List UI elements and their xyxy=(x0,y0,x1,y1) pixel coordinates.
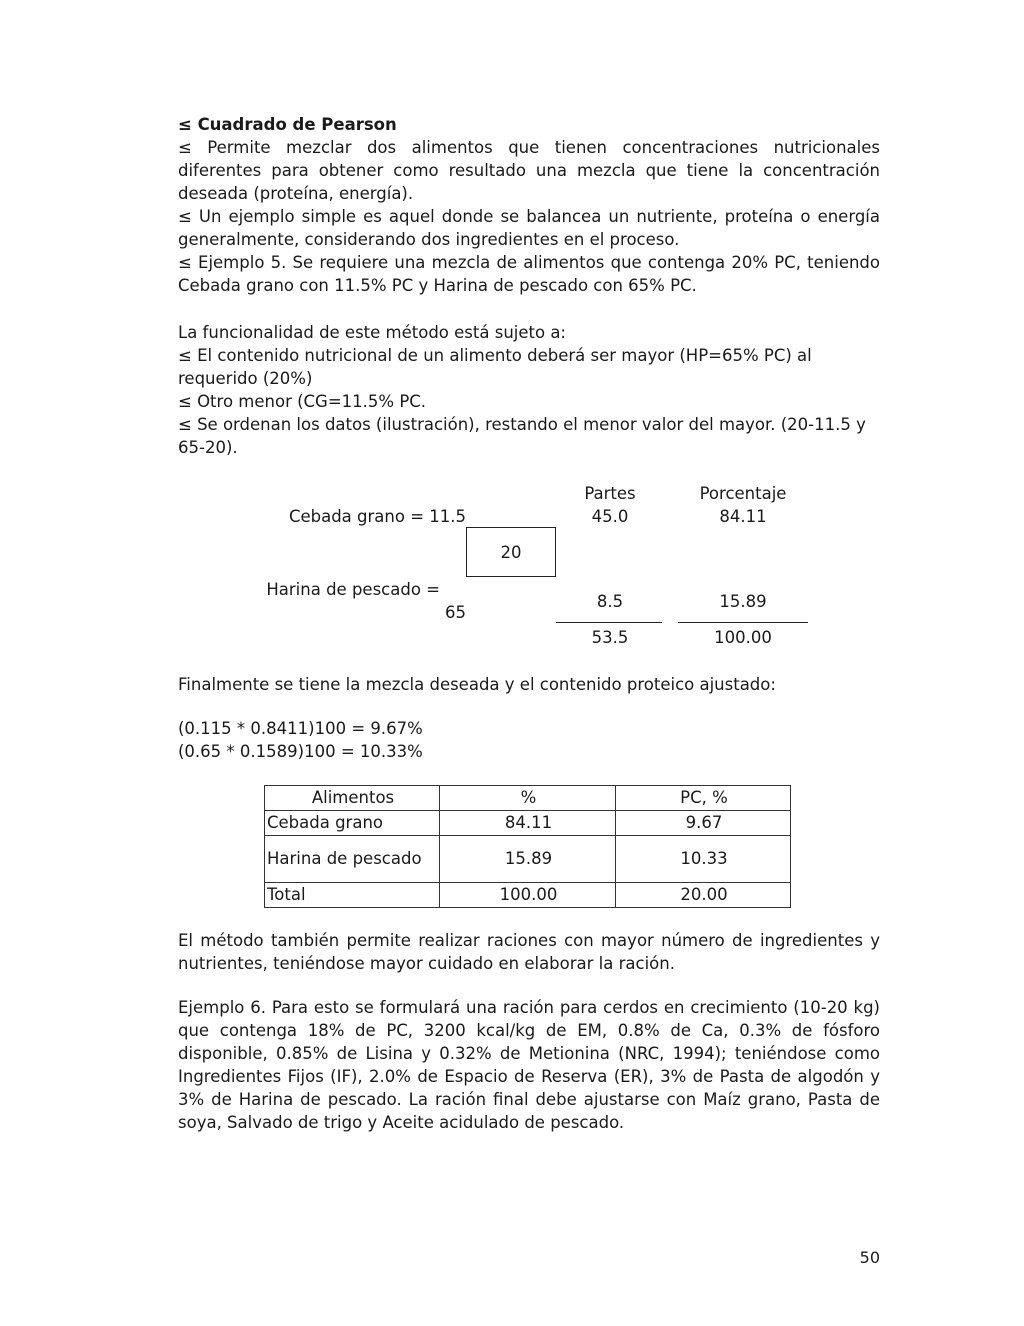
intro-bullet-1: ≤ Permite mezclar dos alimentos que tienen concentraciones nutricionales diferentes para obtener como resultado una mezcla que tiene la concentración deseada (proteína, energía). xyxy=(178,138,880,203)
calculation-2: (0.65 * 0.1589)100 = 10.33% xyxy=(178,742,423,761)
porcentaje-header: Porcentaje xyxy=(699,484,787,503)
harina-partes: 8.5 xyxy=(596,592,624,611)
page-number: 50 xyxy=(859,1248,880,1267)
functionality-section xyxy=(178,321,880,459)
table-cell: Total xyxy=(265,883,440,908)
closing-paragraph-1: El método también permite realizar raciones con mayor número de ingredientes y nutrientes, teniéndose mayor cuidado en elaborar la ración. xyxy=(178,931,880,973)
section-title: ≤ Cuadrado de Pearson xyxy=(178,115,397,134)
table-row xyxy=(265,811,791,836)
table-cell: 10.33 xyxy=(616,836,791,883)
intro-section xyxy=(178,113,880,297)
table-header-row xyxy=(265,786,791,811)
harina-porcentaje: 15.89 xyxy=(719,592,767,611)
table-cell: Harina de pescado xyxy=(265,836,440,883)
partes-header: Partes xyxy=(584,484,636,503)
closing-paragraph-2: Ejemplo 6. Para esto se formulará una ración para cerdos en crecimiento (10-20 kg) que contenga 18% de PC, 3200 kcal/kg de EM, 0.8% de Ca, 0.3% de fósforo disponible, 0.85% de Lisina y 0.32% de Metionina (NRC, 1994); teniéndose como Ingredientes Fijos (IF), 2.0% de Espacio de Reserva (ER), 3% de Pasta de algodón y 3% de Harina de pescado. La ración final debe ajustarse con Maíz grano, Pasta de soya, Salvado de trigo y Aceite acidulado de pescado. xyxy=(178,998,880,1132)
cebada-partes: 45.0 xyxy=(591,507,629,526)
table-cell: 84.11 xyxy=(440,811,616,836)
table-cell: 15.89 xyxy=(440,836,616,883)
target-value: 20 xyxy=(500,542,522,562)
harina-label-line2: 65 xyxy=(445,603,466,622)
summary-table xyxy=(264,785,791,908)
table-cell: 20.00 xyxy=(616,883,791,908)
total-partes: 53.5 xyxy=(591,628,629,647)
harina-label-line1: Harina de pescado = xyxy=(266,580,440,599)
functionality-bullet-3: ≤ Se ordenan los datos (ilustración), restando el menor valor del mayor. (20-11.5 y 65-20). xyxy=(178,415,866,457)
header-percent: % xyxy=(440,786,616,811)
sum-line-porcentaje xyxy=(678,622,808,623)
target-value-box xyxy=(466,527,556,577)
intro-bullet-2: ≤ Un ejemplo simple es aquel donde se balancea un nutriente, proteína o energía generalmente, considerando dos ingredientes en el proceso. xyxy=(178,207,880,249)
sum-line-partes xyxy=(556,622,662,623)
table-cell: 9.67 xyxy=(616,811,791,836)
header-alimentos: Alimentos xyxy=(265,786,440,811)
table-row xyxy=(265,883,791,908)
functionality-bullet-1: ≤ El contenido nutricional de un alimento deberá ser mayor (HP=65% PC) al requerido (20%) xyxy=(178,346,812,388)
total-porcentaje: 100.00 xyxy=(714,628,772,647)
result-text: Finalmente se tiene la mezcla deseada y el contenido proteico ajustado: xyxy=(178,675,776,694)
table-cell: 100.00 xyxy=(440,883,616,908)
cebada-porcentaje: 84.11 xyxy=(719,507,767,526)
table-cell: Cebada grano xyxy=(265,811,440,836)
intro-bullet-3: ≤ Ejemplo 5. Se requiere una mezcla de alimentos que contenga 20% PC, teniendo Cebada grano con 11.5% PC y Harina de pescado con 65% PC. xyxy=(178,253,880,295)
header-pc: PC, % xyxy=(616,786,791,811)
calculation-1: (0.115 * 0.8411)100 = 9.67% xyxy=(178,719,423,738)
table-row xyxy=(265,836,791,883)
functionality-bullet-2: ≤ Otro menor (CG=11.5% PC. xyxy=(178,392,427,411)
functionality-heading: La funcionalidad de este método está sujeto a: xyxy=(178,323,566,342)
cebada-label: Cebada grano = 11.5 xyxy=(288,507,466,526)
